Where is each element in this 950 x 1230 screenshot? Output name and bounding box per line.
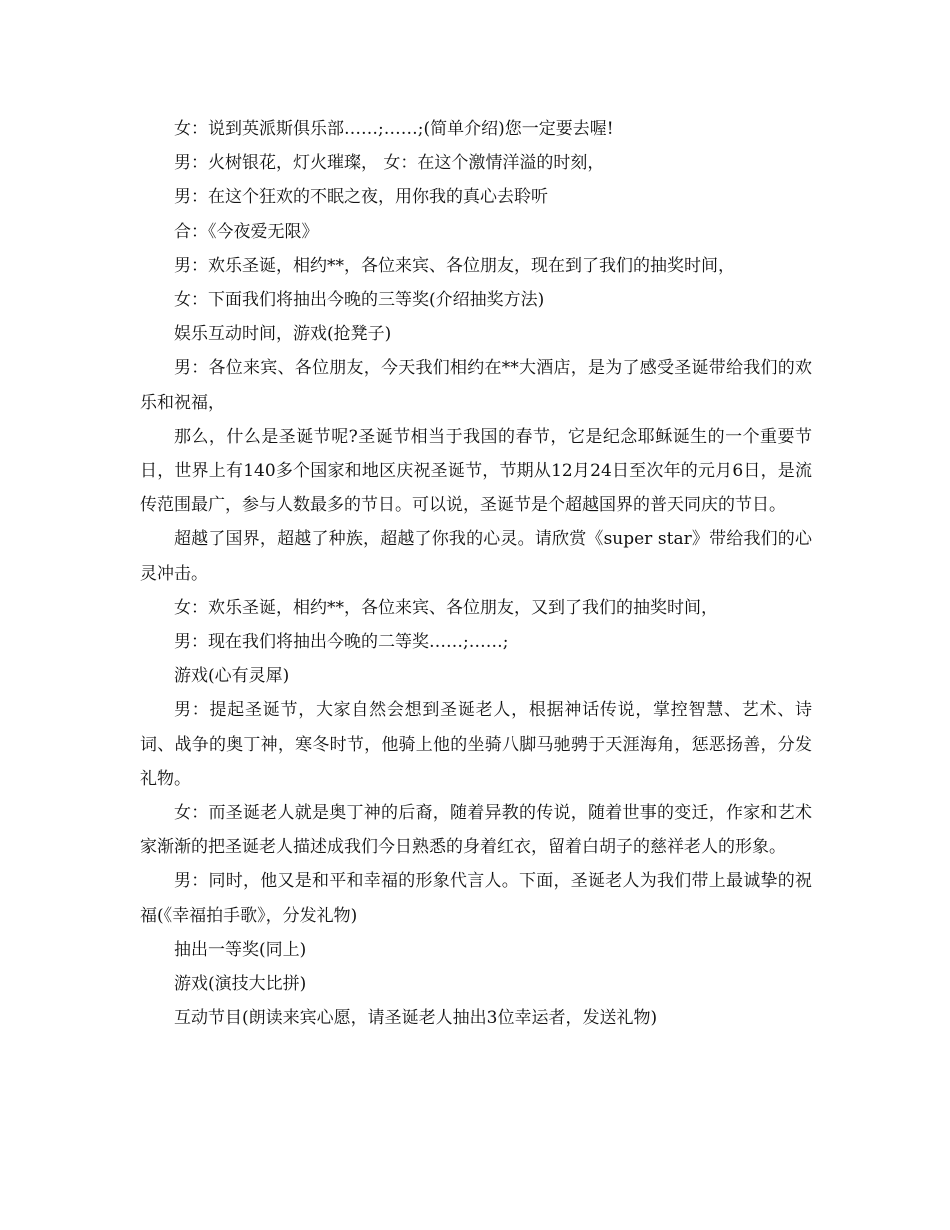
paragraph-9: 那么，什么是圣诞节呢?圣诞节相当于我国的春节，它是纪念耶稣诞生的一个重要节日，世界上有140多个国家和地区庆祝圣诞节，节期从12月24日至次年的元月6日，是流传范围最广，参与人数最多的节日。可以说，圣诞节是个超越国界的普天同庆的节日。 bbox=[140, 426, 812, 516]
paragraph-12: 男：现在我们将抽出今晚的二等奖……;……; bbox=[174, 632, 509, 653]
paragraph-17: 抽出一等奖(同上) bbox=[174, 939, 307, 960]
paragraph-3: 男：在这个狂欢的不眠之夜，用你我的真心去聆听 bbox=[174, 187, 548, 208]
paragraph-8: 男：各位来宾、各位朋友，今天我们相约在**大酒店，是为了感受圣诞带给我们的欢乐和祝福， bbox=[140, 358, 812, 413]
paragraph-11: 女：欢乐圣诞，相约**，各位来宾、各位朋友，又到了我们的抽奖时间， bbox=[174, 597, 718, 618]
paragraph-16: 男：同时，他又是和平和幸福的形象代言人。下面，圣诞老人为我们带上最诚挚的祝福(《幸福拍手歌》，分发礼物) bbox=[140, 871, 812, 926]
paragraph-19: 互动节目(朗读来宾心愿，请圣诞老人抽出3位幸运者，发送礼物) bbox=[174, 1008, 658, 1029]
paragraph-6: 女：下面我们将抽出今晚的三等奖(介绍抽奖方法) bbox=[174, 290, 545, 311]
paragraph-14: 男：提起圣诞节，大家自然会想到圣诞老人，根据神话传说，掌控智慧、艺术、诗词、战争的奥丁神，寒冬时节，他骑上他的坐骑八脚马驰骋于天涯海角，惩恶扬善，分发礼物。 bbox=[140, 700, 812, 789]
document-body bbox=[140, 112, 812, 1035]
paragraph-4: 合：《今夜爱无限》 bbox=[174, 221, 319, 242]
paragraph-7: 娱乐互动时间，游戏(抢凳子) bbox=[174, 324, 392, 345]
paragraph-2: 男：火树银花，灯火璀璨， 女：在这个激情洋溢的时刻， bbox=[174, 153, 605, 174]
paragraph-5: 男：欢乐圣诞，相约**，各位来宾、各位朋友，现在到了我们的抽奖时间， bbox=[174, 255, 735, 276]
paragraph-18: 游戏(演技大比拼) bbox=[174, 974, 307, 995]
paragraph-13: 游戏(心有灵犀) bbox=[174, 666, 290, 687]
paragraph-10: 超越了国界，超越了种族，超越了你我的心灵。请欣赏《super star》带给我们的心灵冲击。 bbox=[140, 529, 812, 584]
paragraph-1: 女：说到英派斯俱乐部……;……;(简单介绍)您一定要去喔! bbox=[174, 119, 614, 139]
paragraph-15: 女：而圣诞老人就是奥丁神的后裔，随着异教的传说，随着世事的变迁，作家和艺术家渐渐的把圣诞老人描述成我们今日熟悉的身着红衣，留着白胡子的慈祥老人的形象。 bbox=[140, 803, 812, 858]
